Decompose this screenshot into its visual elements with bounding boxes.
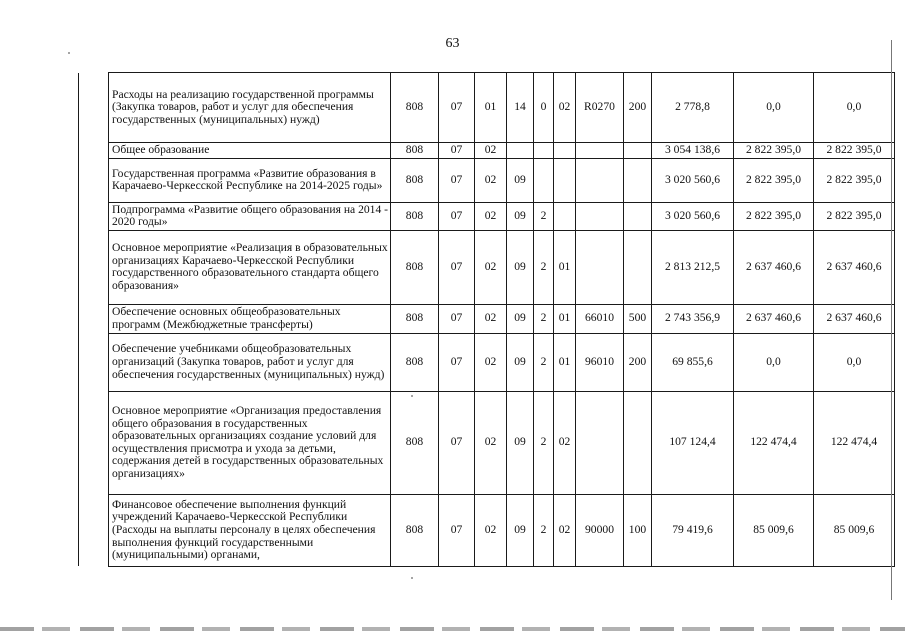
- cell-v2: 2 822 395,0: [734, 202, 814, 230]
- cell-c7: [576, 143, 624, 159]
- cell-c4: 09: [507, 333, 534, 391]
- table-row: [79, 158, 895, 202]
- cell-c3: 02: [475, 391, 507, 494]
- cell-v2: 2 822 395,0: [734, 158, 814, 202]
- cell-c6: [554, 158, 576, 202]
- cell-c7: 66010: [576, 304, 624, 333]
- scan-speck: [411, 395, 413, 397]
- cell-c6: 02: [554, 73, 576, 143]
- cell-c3: 02: [475, 143, 507, 159]
- cell-c8: [624, 143, 652, 159]
- table-row: [79, 73, 895, 143]
- cell-c1: 808: [391, 304, 439, 333]
- cell-c1: 808: [391, 391, 439, 494]
- row-name-cell: Основное мероприятие «Организация предоставления общего образования в государственных образовательных организациях создание условий для осуществления присмотра и ухода за детьми, содержания детей в государственных образовательных организациях»: [109, 391, 391, 494]
- cell-c7: 90000: [576, 494, 624, 566]
- cell-v2: 0,0: [734, 333, 814, 391]
- row-margin-cell: [79, 73, 109, 143]
- row-margin-cell: [79, 494, 109, 566]
- cell-c1: 808: [391, 143, 439, 159]
- cell-c5: 2: [534, 494, 554, 566]
- cell-v3: 0,0: [814, 73, 895, 143]
- table-row: [79, 143, 895, 159]
- cell-c4: 09: [507, 391, 534, 494]
- cell-c1: 808: [391, 202, 439, 230]
- cell-c4: 09: [507, 304, 534, 333]
- cell-v1: 2 743 356,9: [652, 304, 734, 333]
- scan-speck: [411, 577, 413, 579]
- cell-c6: 01: [554, 333, 576, 391]
- cell-c2: 07: [439, 304, 475, 333]
- cell-c2: 07: [439, 333, 475, 391]
- cell-c6: [554, 202, 576, 230]
- row-name-cell: Общее образование: [109, 143, 391, 159]
- cell-v1: 69 855,6: [652, 333, 734, 391]
- row-margin-cell: [79, 391, 109, 494]
- row-margin-cell: [79, 158, 109, 202]
- cell-c1: 808: [391, 494, 439, 566]
- row-name-cell: Основное мероприятие «Реализация в образовательных организациях Карачаево-Черкесской Республики государственного образовательного стандарта общего образования»: [109, 230, 391, 304]
- cell-v2: 2 637 460,6: [734, 230, 814, 304]
- cell-v2: 85 009,6: [734, 494, 814, 566]
- cell-v3: 2 822 395,0: [814, 202, 895, 230]
- cell-c6: 01: [554, 230, 576, 304]
- cell-c7: R0270: [576, 73, 624, 143]
- cell-v3: 0,0: [814, 333, 895, 391]
- cell-v1: 3 020 560,6: [652, 202, 734, 230]
- table-row: [79, 391, 895, 494]
- cell-v2: 0,0: [734, 73, 814, 143]
- cell-c5: [534, 158, 554, 202]
- cell-v2: 122 474,4: [734, 391, 814, 494]
- cell-c3: 01: [475, 73, 507, 143]
- row-margin-cell: [79, 304, 109, 333]
- cell-v2: 2 637 460,6: [734, 304, 814, 333]
- page-edge-line: [891, 40, 892, 600]
- cell-c7: [576, 230, 624, 304]
- cell-c3: 02: [475, 333, 507, 391]
- row-name-cell: Государственная программа «Развитие образования в Карачаево-Черкесской Республике на 2014-2025 годы»: [109, 158, 391, 202]
- row-name-cell: Расходы на реализацию государственной программы (Закупка товаров, работ и услуг для обеспечения государственных (муниципальных) нужд): [109, 73, 391, 143]
- cell-c5: 2: [534, 333, 554, 391]
- cell-v3: 2 822 395,0: [814, 158, 895, 202]
- row-margin-cell: [79, 230, 109, 304]
- table-row: [79, 230, 895, 304]
- cell-v1: 3 020 560,6: [652, 158, 734, 202]
- cell-v3: 2 637 460,6: [814, 304, 895, 333]
- cell-c5: [534, 143, 554, 159]
- scan-speck: [68, 52, 70, 54]
- cell-c5: 0: [534, 73, 554, 143]
- cell-c2: 07: [439, 391, 475, 494]
- cell-c3: 02: [475, 158, 507, 202]
- cell-c1: 808: [391, 333, 439, 391]
- cell-c8: 200: [624, 73, 652, 143]
- cell-c8: 100: [624, 494, 652, 566]
- cell-c5: 2: [534, 230, 554, 304]
- cell-c3: 02: [475, 304, 507, 333]
- cell-c7: [576, 158, 624, 202]
- row-margin-cell: [79, 143, 109, 159]
- cell-c2: 07: [439, 158, 475, 202]
- cell-c8: 200: [624, 333, 652, 391]
- table-row: [79, 304, 895, 333]
- cell-v3: 122 474,4: [814, 391, 895, 494]
- cell-c3: 02: [475, 230, 507, 304]
- cell-c4: 09: [507, 202, 534, 230]
- cell-c7: [576, 202, 624, 230]
- cell-c4: 09: [507, 494, 534, 566]
- cell-c3: 02: [475, 202, 507, 230]
- cell-c6: 02: [554, 494, 576, 566]
- cell-c1: 808: [391, 158, 439, 202]
- cell-v1: 2 778,8: [652, 73, 734, 143]
- cell-c5: 2: [534, 202, 554, 230]
- budget-table: [78, 72, 895, 567]
- cell-c8: [624, 391, 652, 494]
- cell-v3: 85 009,6: [814, 494, 895, 566]
- cell-v1: 107 124,4: [652, 391, 734, 494]
- table-row: [79, 202, 895, 230]
- cell-c6: 01: [554, 304, 576, 333]
- row-name-cell: Подпрограмма «Развитие общего образования на 2014 - 2020 годы»: [109, 202, 391, 230]
- cell-c2: 07: [439, 230, 475, 304]
- cell-c2: 07: [439, 143, 475, 159]
- table-row: [79, 333, 895, 391]
- cell-c8: [624, 230, 652, 304]
- row-name-cell: Финансовое обеспечение выполнения функций учреждений Карачаево-Черкесской Республики (Расходы на выплаты персоналу в целях обеспечения выполнения функций государственными (муниципальными) органами,: [109, 494, 391, 566]
- cell-v1: 2 813 212,5: [652, 230, 734, 304]
- page-number: 63: [445, 36, 460, 51]
- cell-c4: [507, 143, 534, 159]
- cell-v3: 2 637 460,6: [814, 230, 895, 304]
- cell-c8: [624, 158, 652, 202]
- cell-c6: 02: [554, 391, 576, 494]
- row-name-cell: Обеспечение основных общеобразовательных программ (Межбюджетные трансферты): [109, 304, 391, 333]
- cell-c7: [576, 391, 624, 494]
- cell-c1: 808: [391, 73, 439, 143]
- cell-c2: 07: [439, 202, 475, 230]
- cell-c6: [554, 143, 576, 159]
- cell-c4: 09: [507, 230, 534, 304]
- cell-c8: [624, 202, 652, 230]
- table-row: [79, 494, 895, 566]
- cell-c5: 2: [534, 304, 554, 333]
- cell-c3: 02: [475, 494, 507, 566]
- cell-c5: 2: [534, 391, 554, 494]
- cell-c7: 96010: [576, 333, 624, 391]
- cell-v2: 2 822 395,0: [734, 143, 814, 159]
- cell-v1: 79 419,6: [652, 494, 734, 566]
- cell-v3: 2 822 395,0: [814, 143, 895, 159]
- cell-c1: 808: [391, 230, 439, 304]
- cell-c4: 09: [507, 158, 534, 202]
- cell-c2: 07: [439, 494, 475, 566]
- scan-artifact: [0, 627, 905, 631]
- cell-c4: 14: [507, 73, 534, 143]
- cell-c2: 07: [439, 73, 475, 143]
- row-margin-cell: [79, 333, 109, 391]
- cell-v1: 3 054 138,6: [652, 143, 734, 159]
- row-name-cell: Обеспечение учебниками общеобразовательных организаций (Закупка товаров, работ и услуг для обеспечения государственных (муниципальных) нужд): [109, 333, 391, 391]
- row-margin-cell: [79, 202, 109, 230]
- cell-c8: 500: [624, 304, 652, 333]
